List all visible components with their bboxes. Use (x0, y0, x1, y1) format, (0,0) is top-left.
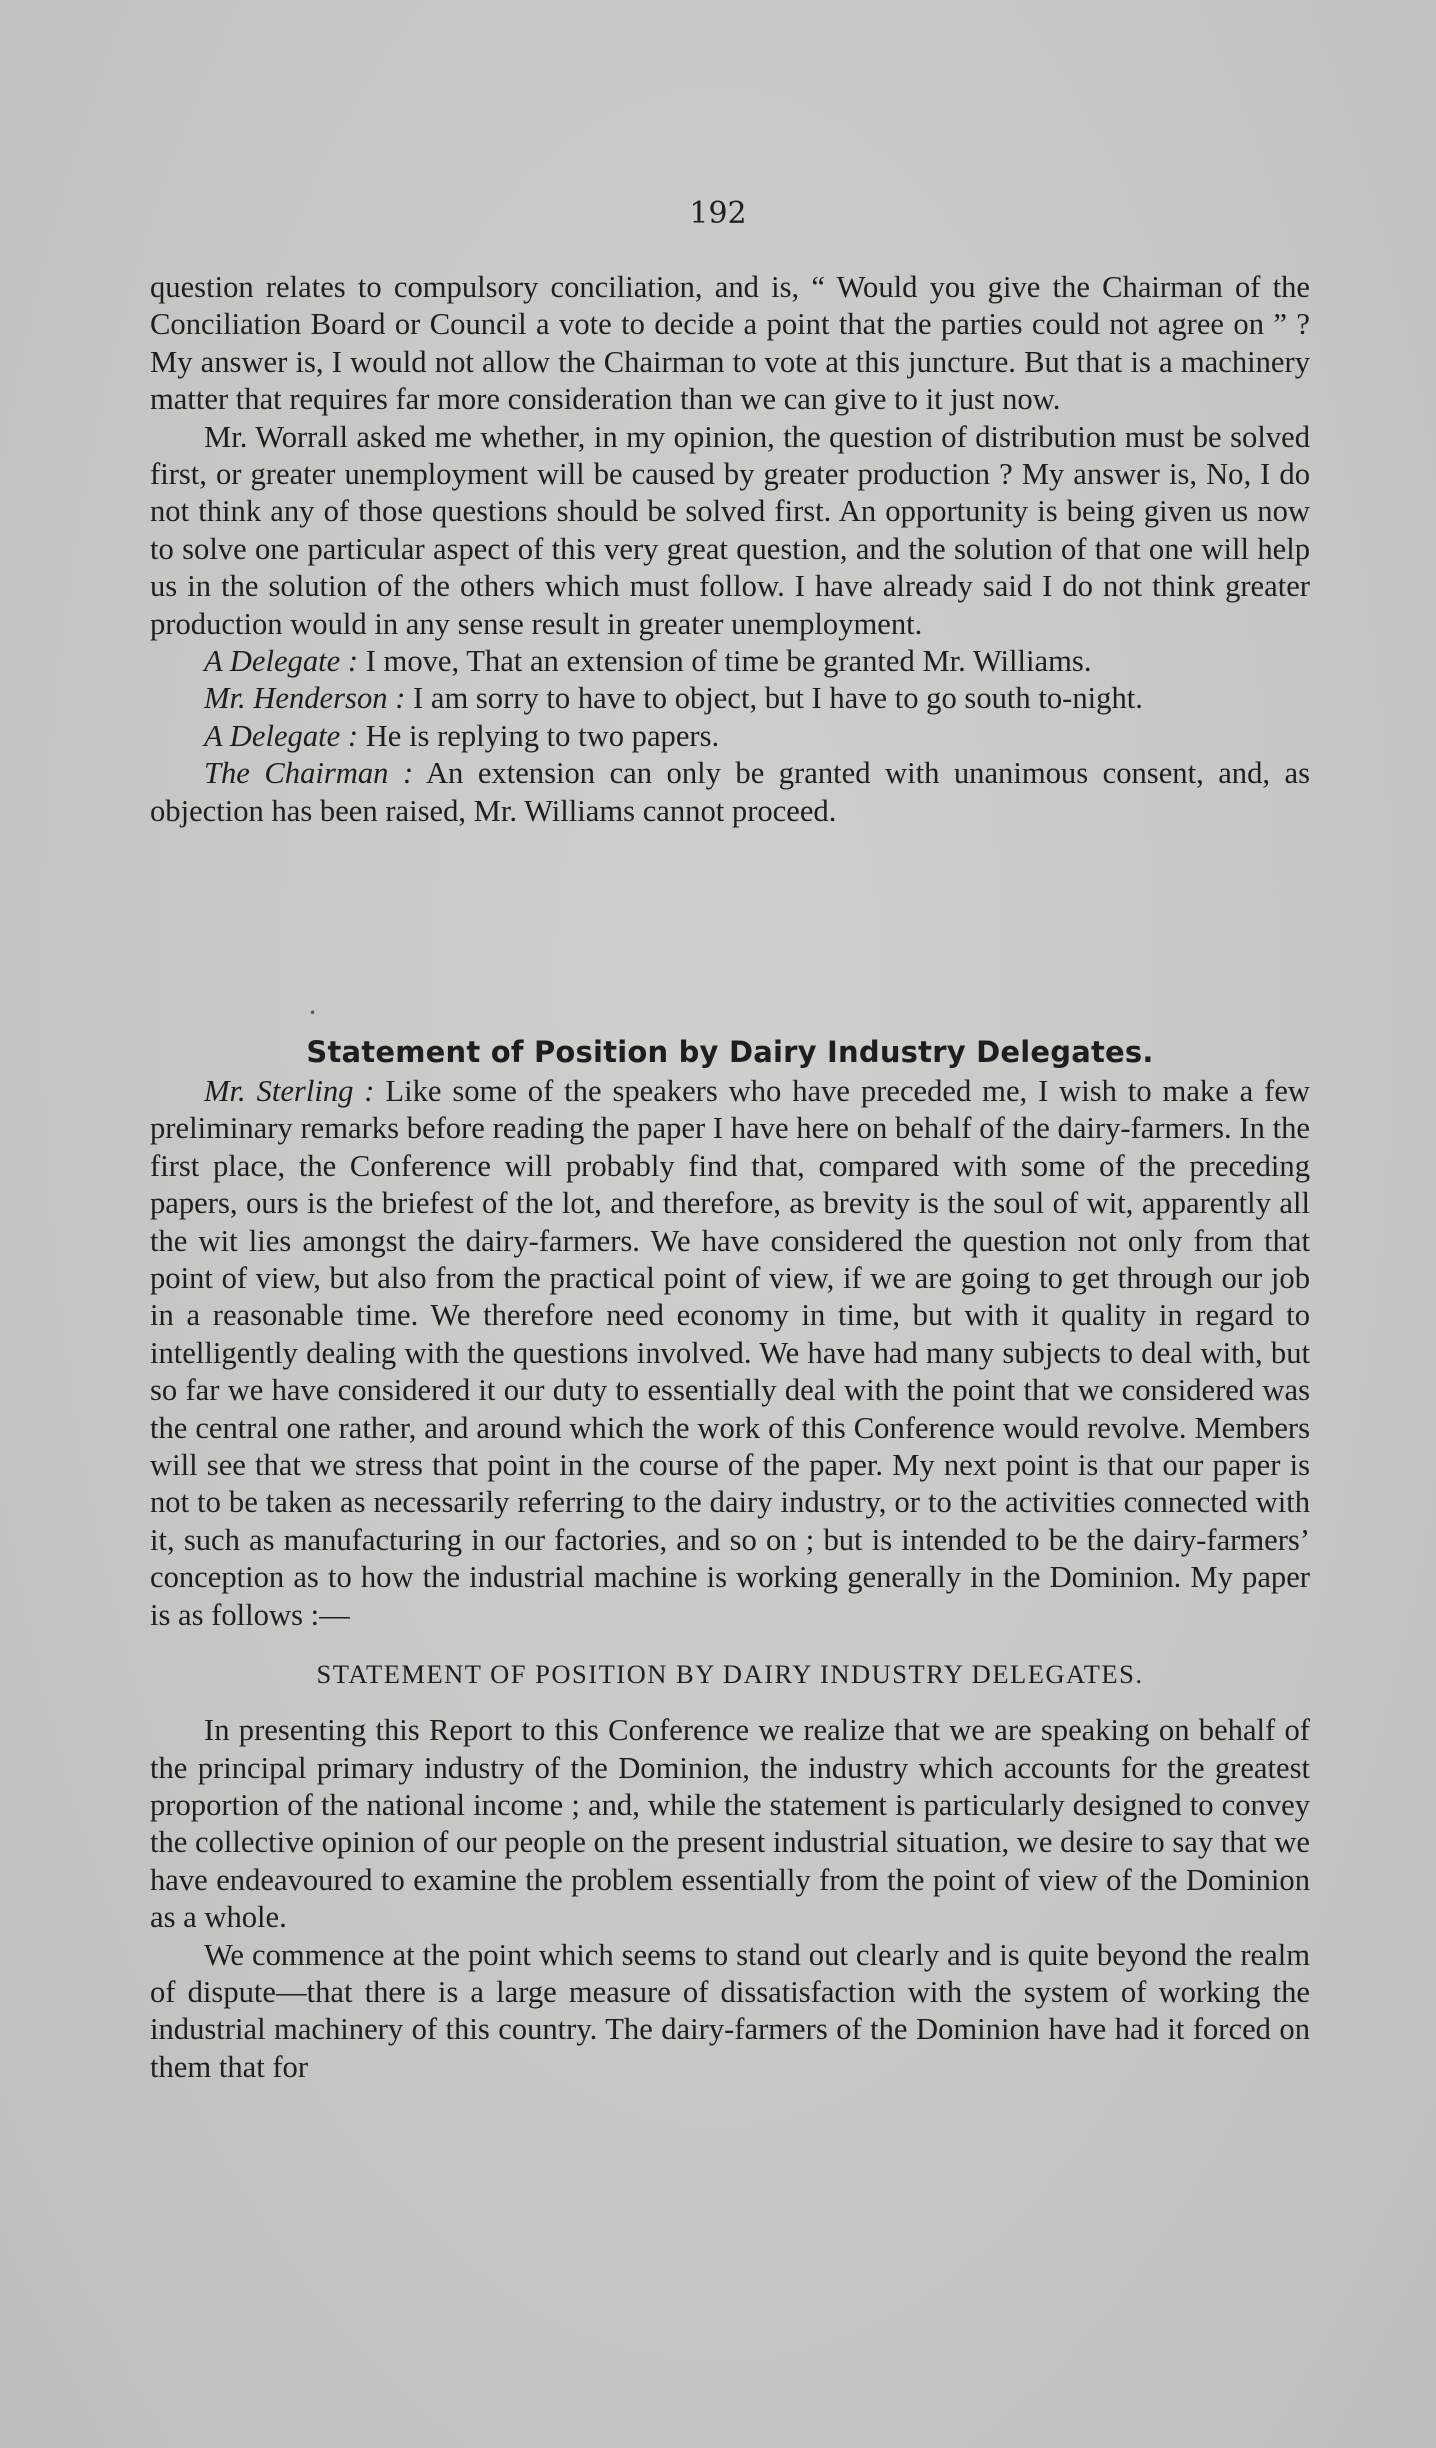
speaker-label: Mr. Sterling : (204, 1074, 375, 1108)
printing-mark: • (309, 1006, 317, 1020)
paragraph-text: In presenting this Report to this Conference we realize that we are speaking on behalf of the principal primary industry of the Dominion, the industry which accounts for the greatest proportion of the national income ; and, while the statement is particularly designed to convey the collective opinion of our people on the present industrial situation, we desire to say that we have endeavoured to examine the problem essentially from the point of view of the Dominion as a whole. (150, 1713, 1310, 1935)
paragraph (150, 680, 1310, 717)
paragraph (150, 269, 1310, 419)
paragraph (150, 755, 1310, 830)
page-number: 192 (689, 196, 747, 231)
body-text-top (150, 269, 1310, 830)
paragraph (150, 718, 1310, 755)
speaker-label: Mr. Henderson : (204, 681, 406, 716)
paragraph-text: He is replying to two papers. (358, 718, 720, 753)
paragraph-text: question relates to compulsory conciliation, and is, “ Would you give the Chairman of the Conciliation Board or Council a vote to decide a point that the parties could not agree on ” ? My answer is, I would not allow the Chairman to vote at this juncture. But that is a machinery matter that requires far more consideration than we can give to it just now. (150, 270, 1310, 417)
paragraph-text: Like some of the speakers who have preceded me, I wish to make a few preliminary remarks before reading the paper I have here on behalf of the dairy-farmers. In the first place, the Conference will probably find that, compared with some of the preceding papers, ours is the briefest of the lot, and therefore, as brevity is the soul of wit, apparently all the wit lies amongst the dairy-farmers. We have considered the question not only from that point of view, but also from the practical point of view, if we are going to get through our job in a reasonable time. We therefore need economy in time, but with it quality in regard to intelligently dealing with the questions involved. We have had many subjects to deal with, but so far we have considered it our duty to essentially deal with the point that we considered was the central one rather, and around which the work of this Conference would revolve. Members will see that we stress that point in the course of the paper. My next point is that our paper is not to be taken as necessarily referring to the dairy industry, or to the activities connected with it, such as manufacturing in our factories, and so on ; but is intended to be the dairy-farmers’ conception as to how the industrial machine is working generally in the Dominion. My paper is as follows :— (150, 1074, 1311, 1632)
paragraph (150, 643, 1310, 680)
section-heading: Statement of Position by Dairy Industry Delegates. (306, 1035, 1154, 1069)
paragraph-text: We commence at the point which seems to stand out clearly and is quite beyond the realm of dispute—that there is a large measure of dissatisfaction with the system of working the industrial machinery of this country. The dairy-farmers of the Dominion have had it forced on them that for (150, 1937, 1310, 2084)
speaker-label: A Delegate : (204, 718, 359, 753)
report-heading: STATEMENT OF POSITION BY DAIRY INDUSTRY DELEGATES. (316, 1659, 1144, 1690)
paragraph-text: An extension can only be granted with unanimous consent, and, as objection has been raised, Mr. Williams cannot proceed. (150, 756, 1311, 828)
paragraph-text: Mr. Worrall asked me whether, in my opinion, the question of distribution must be solved first, or greater unemployment will be caused by greater production ? My answer is, No, I do not think any of those questions should be solved first. An opportunity is being given us now to solve one particular aspect of this very great question, and the solution of that one will help us in the solution of the others which must follow. I have already said I do not think greater production would in any sense result in greater unemployment. (150, 419, 1310, 641)
paragraph (150, 1937, 1310, 2087)
paragraph (150, 1712, 1310, 1936)
speaker-label: A Delegate : (204, 644, 359, 679)
paragraph-text: I am sorry to have to object, but I have to go south to-night. (405, 681, 1143, 716)
paragraph (150, 419, 1310, 643)
paragraph (150, 1073, 1310, 1634)
speaker-label: The Chairman : (204, 756, 414, 791)
body-text-bottom (150, 1073, 1310, 2086)
paragraph-text: I move, That an extension of time be granted Mr. Williams. (358, 644, 1092, 679)
